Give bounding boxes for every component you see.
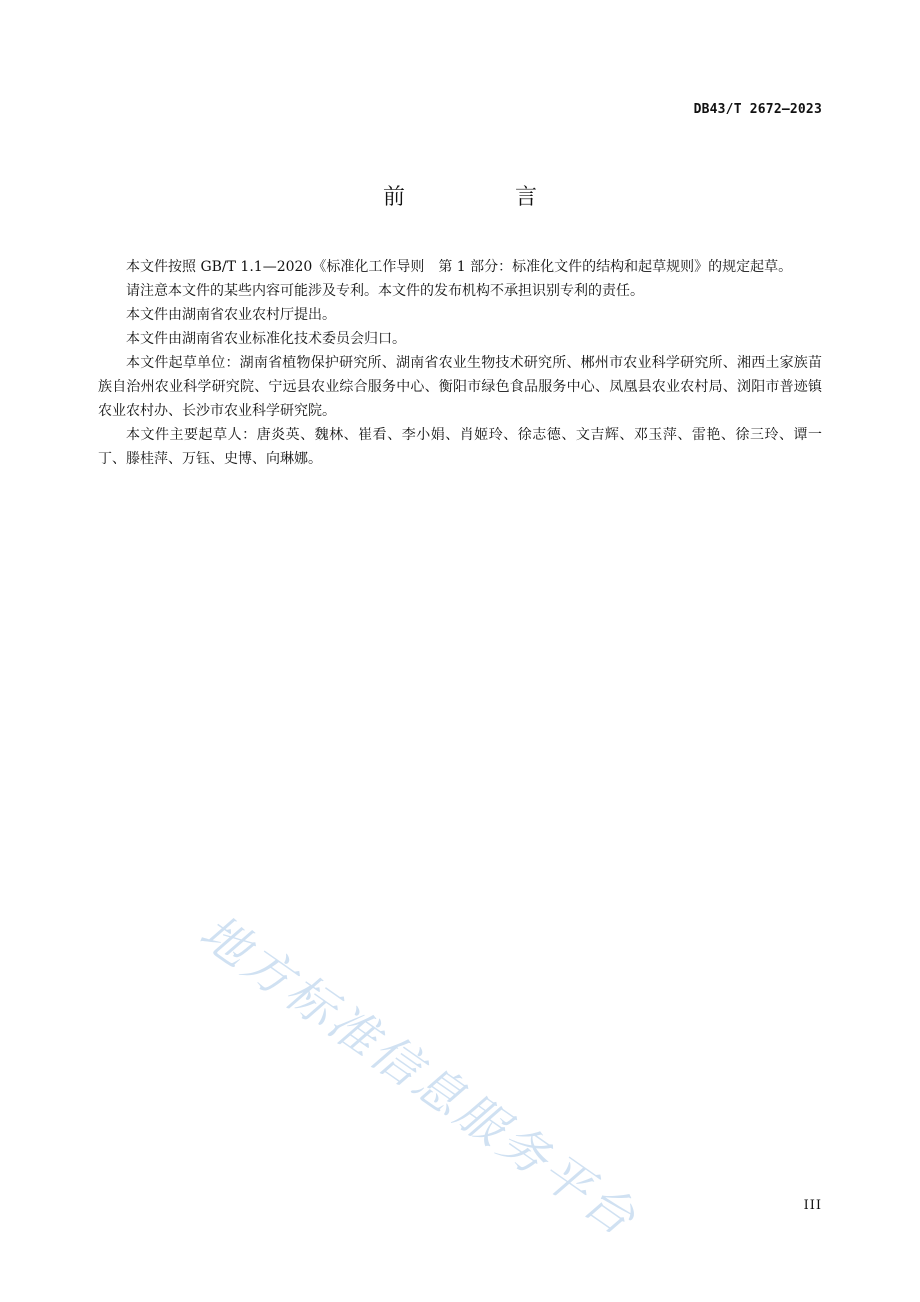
document-code: DB43/T 2672—2023 — [693, 102, 822, 117]
paragraph-drafting-rules: 本文件按照 GB/T 1.1—2020《标准化工作导则 第 1 部分：标准化文件的结构和起草规则》的规定起草。 — [126, 259, 793, 275]
paragraph-patent-notice: 请注意本文件的某些内容可能涉及专利。本文件的发布机构不承担识别专利的责任。 — [126, 283, 644, 299]
foreword-body — [98, 255, 822, 471]
page-number: III — [803, 1198, 822, 1213]
paragraph-committee: 本文件由湖南省农业标准化技术委员会归口。 — [126, 331, 406, 347]
watermark: 地方标准信息服务平台 — [189, 904, 648, 1249]
paragraph-drafters: 本文件主要起草人：唐炎英、魏林、崔看、李小娟、肖姬玲、徐志德、文吉辉、邓玉萍、雷艳、徐三玲、谭一丁、滕桂萍、万钰、史博、向琳娜。 — [98, 427, 822, 467]
page-title: 前 言 — [382, 185, 581, 210]
paragraph-drafting-units: 本文件起草单位：湖南省植物保护研究所、湖南省农业生物技术研究所、郴州市农业科学研究所、湘西土家族苗族自治州农业科学研究院、宁远县农业综合服务中心、衡阳市绿色食品服务中心、凤凰县农业农村局、浏阳市普迹镇农业农村办、长沙市农业科学研究院。 — [98, 355, 822, 419]
paragraph-proposer: 本文件由湖南省农业农村厅提出。 — [126, 307, 336, 323]
